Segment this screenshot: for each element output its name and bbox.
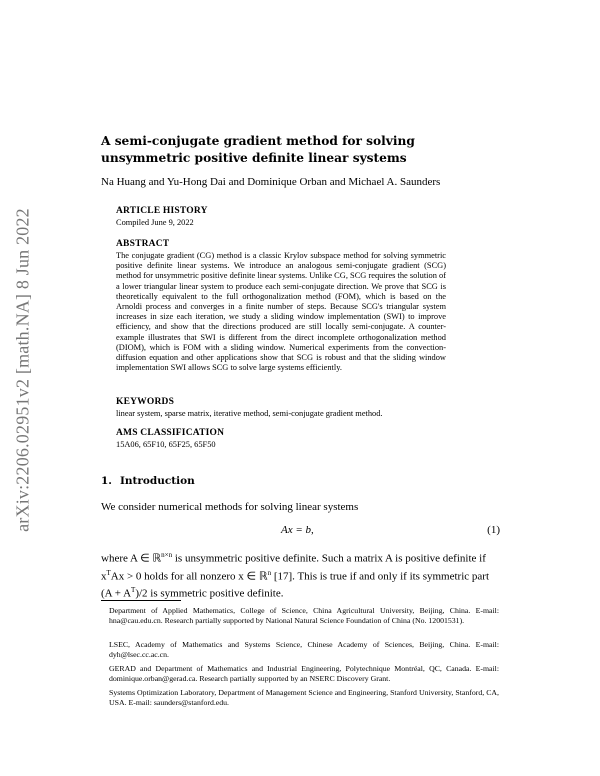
abstract: [116, 239, 446, 373]
equation-number: (1): [487, 524, 500, 536]
citation-link[interactable]: 17: [277, 570, 289, 583]
equation-body: Ax = b,: [281, 524, 314, 536]
ams-classification: [116, 428, 446, 450]
ams-heading: AMS CLASSIFICATION: [116, 428, 225, 438]
section-number: 1.: [101, 475, 112, 487]
footnote: Systems Optimization Laboratory, Department of Management Science and Engineering, Stanford University, Stanford, CA, USA. E-mail: saunders@stanford.edu.: [109, 688, 499, 707]
section-heading: [101, 475, 195, 487]
arxiv-sidebar: [12, 180, 34, 560]
equation-1: [101, 524, 500, 540]
abstract-text: The conjugate gradient (CG) method is a classic Krylov subspace method for solving symmetric positive definite linear systems. We introduce an analogous semi-conjugate gradient (SCG) method for unsymmetric positive definite linear systems. Unlike CG, SCG requires the solution of a lower triangular linear system to produce each semi-conjugate direction. We prove that SCG is theoretically equivalent to the full orthogonalization method (FOM), which is based on the Arnoldi process and converges in a finite number of steps. Because SCG's triangular system increases in size each iteration, we study a sliding window implementation (SWI) to improve efficiency, and show that the directions produced are still locally semi-conjugate. A counter-example illustrates that SWI is different from the direct incomplete orthogonalization method (DIOM), which is FOM with a sliding window. Numerical experiments from the convection-diffusion equation and other applications show that SCG is robust and that the sliding window implementation SWI allows SCG to solve large systems efficiently.: [116, 251, 446, 373]
abstract-heading: ABSTRACT: [116, 239, 170, 249]
section-title: Introduction: [119, 475, 195, 487]
footnote: GERAD and Department of Mathematics and Industrial Engineering, Polytechnique Montréal, QC, Canada. E-mail: dominique.orban@gerad.ca. Research partially supported by an NSERC Discovery Grant.: [109, 664, 499, 683]
definition-paragraph: where A ∈ ℝ$^{n\times n}$ is unsymmetric positive definite. Such a matrix A is positive definite if $x^TAx > 0$ holds for all nonzero x ∈ ℝ$^n$ [17]. This is true if and only if its symmetric part $(A + A^T)/2$ is symmetric positive definite.: [101, 551, 489, 600]
keywords-text: linear system, sparse matrix, iterative method, semi-conjugate gradient method.: [116, 409, 383, 418]
footnote-rule: [101, 600, 181, 601]
ams-text: 15A06, 65F10, 65F25, 65F50: [116, 440, 216, 449]
article-history-text: Compiled June 9, 2022: [116, 218, 194, 227]
article-history-heading: ARTICLE HISTORY: [116, 206, 208, 216]
arxiv-identifier: arXiv:2206.02951v2 [math.NA] 8 Jun 2022: [12, 208, 33, 532]
intro-paragraph: We consider numerical methods for solving linear systems: [101, 501, 359, 513]
footnote: LSEC, Academy of Mathematics and Systems Science, Chinese Academy of Sciences, Beijing, China. E-mail: dyh@lsec.cc.ac.cn.: [109, 640, 499, 659]
article-history: [116, 206, 446, 228]
paper-title: A semi-conjugate gradient method for solving unsymmetric positive definite linear systems: [101, 134, 415, 165]
keywords-heading: KEYWORDS: [116, 397, 175, 407]
keywords: [116, 397, 446, 419]
footnote: Department of Applied Mathematics, College of Science, China Agricultural University, Beijing, China. E-mail: hna@cau.edu.cn. Research partially supported by National Natural Science Foundation of China (No. 12001531).: [109, 606, 499, 625]
author-list: Na Huang and Yu-Hong Dai and Dominique Orban and Michael A. Saunders: [101, 176, 441, 188]
